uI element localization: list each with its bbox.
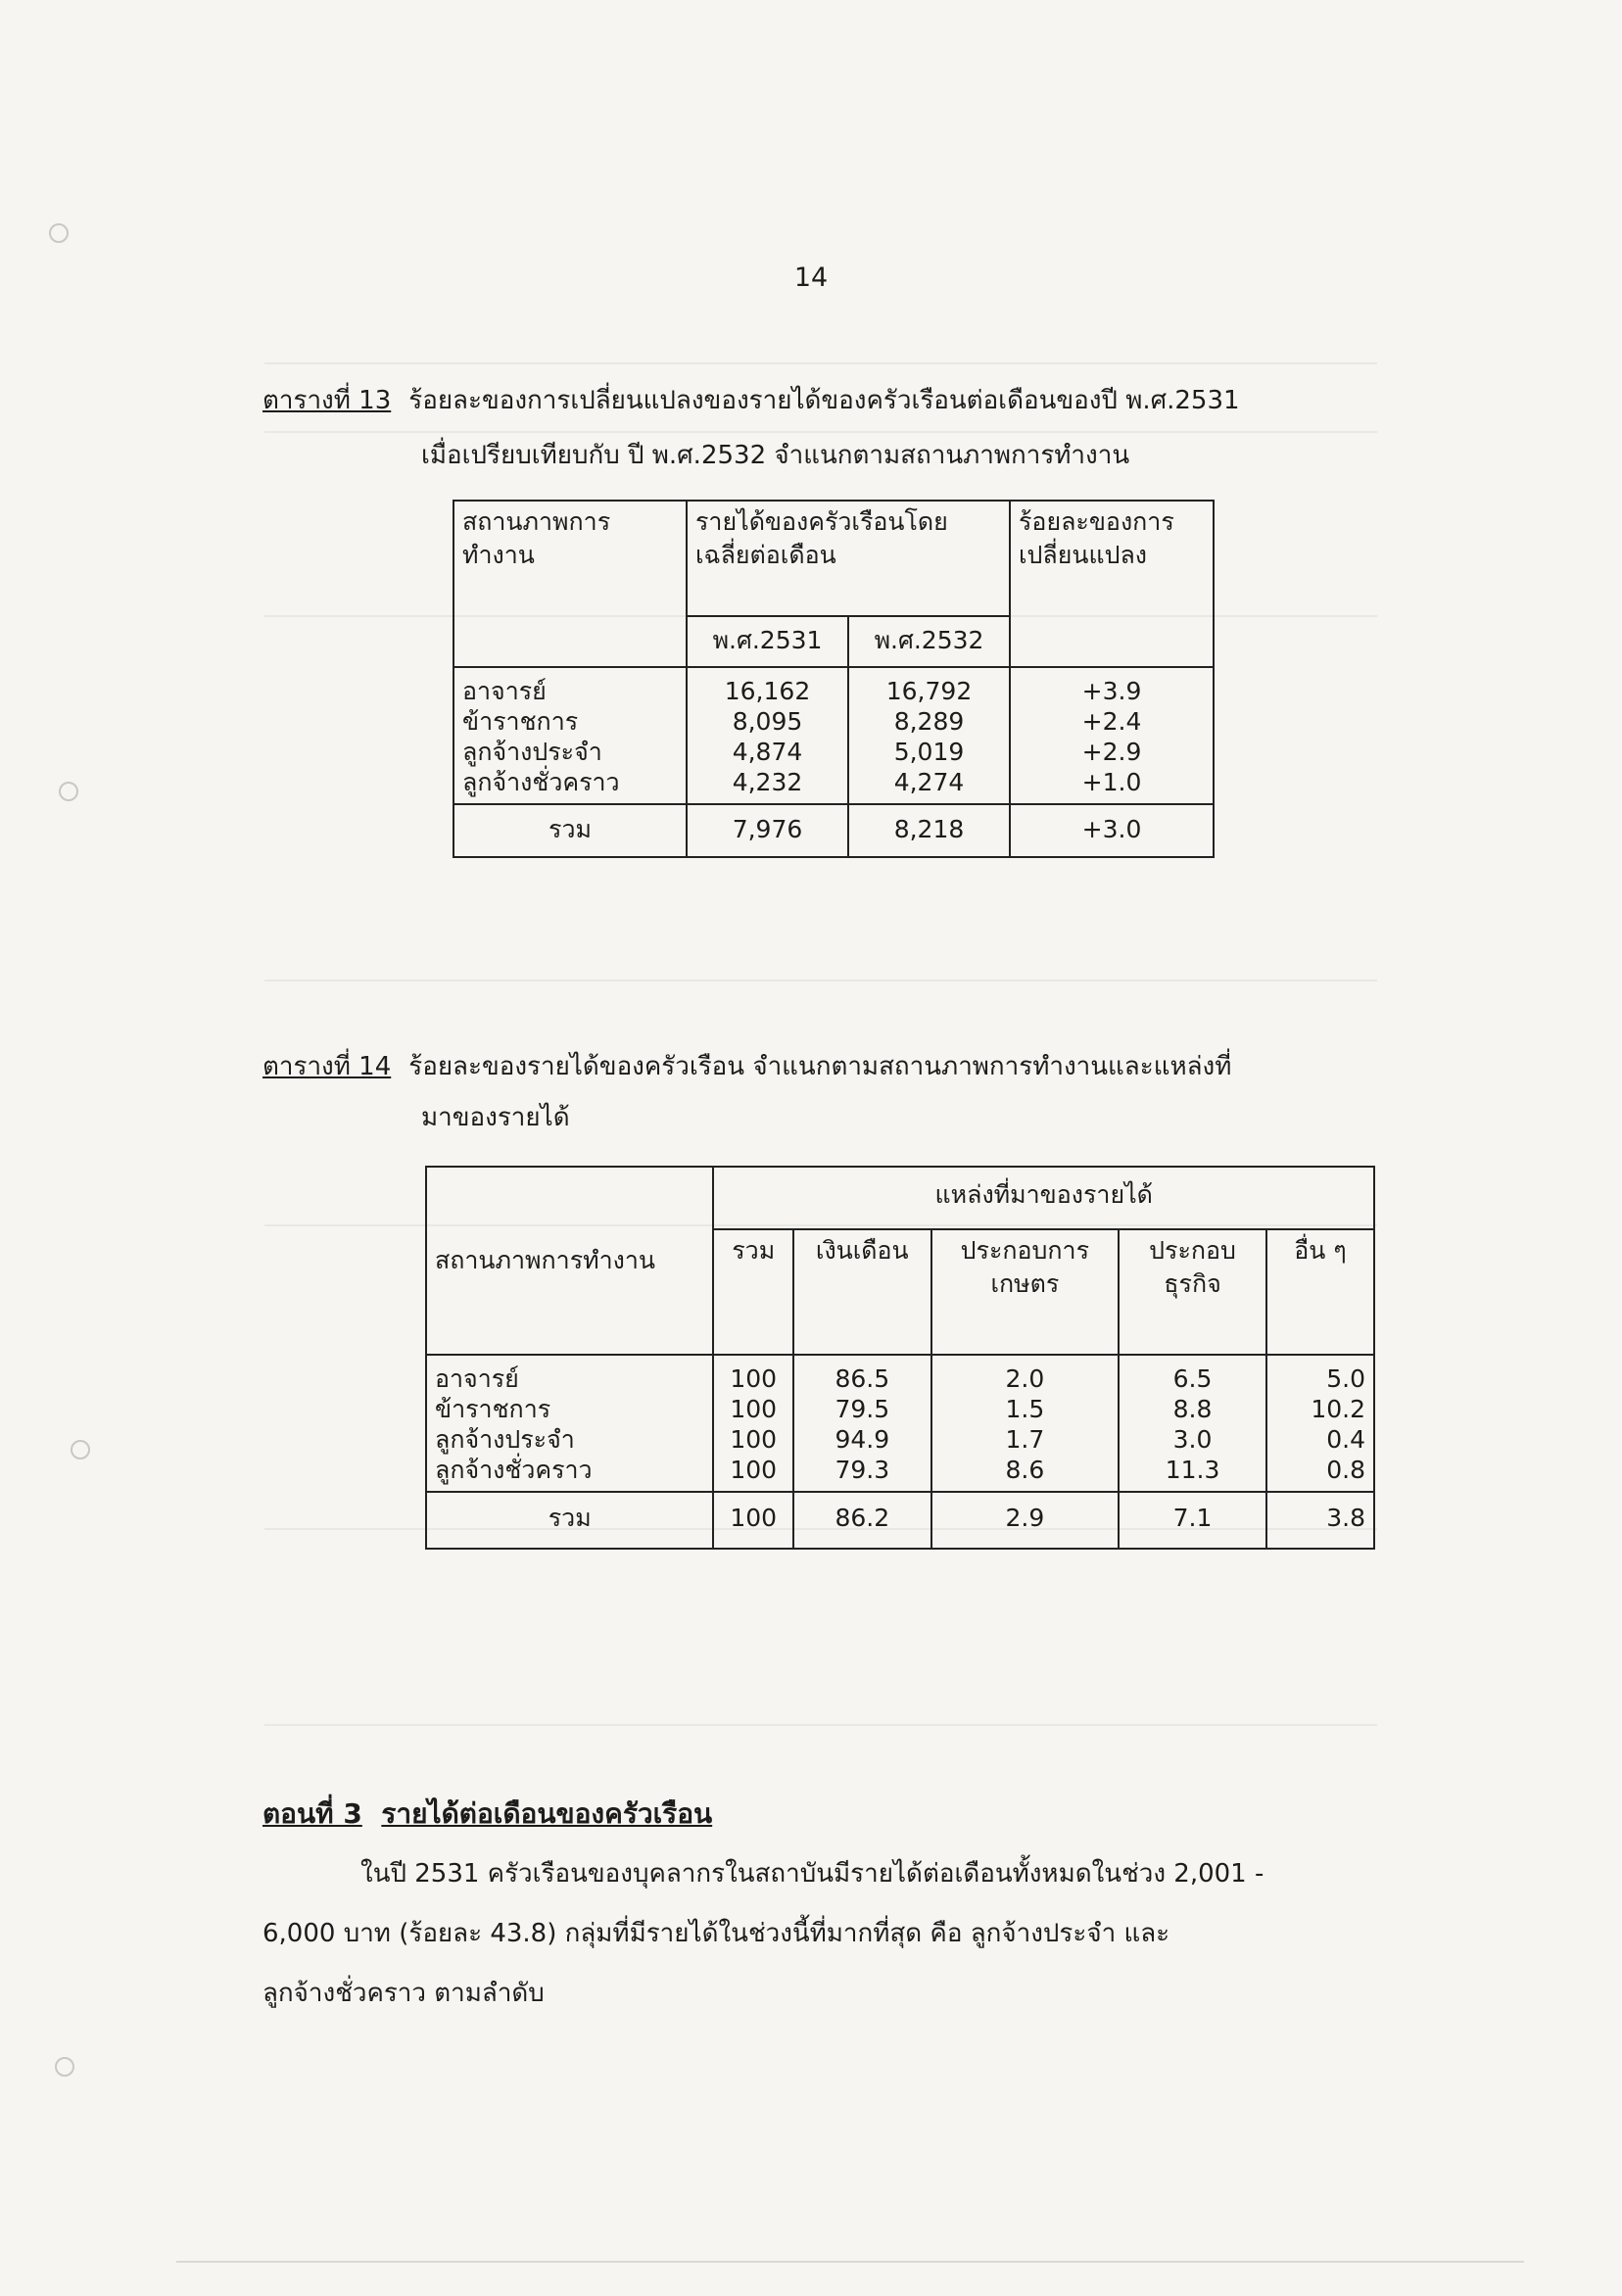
t14-other-column: 5.0 10.2 0.4 0.8 bbox=[1266, 1355, 1374, 1492]
t13-header-income: รายได้ของครัวเรือนโดย เฉลี่ยต่อเดือน bbox=[687, 501, 1010, 616]
page-number: 14 bbox=[793, 263, 829, 293]
t14-header-sources: แหล่งที่มาของรายได้ bbox=[713, 1167, 1374, 1229]
bleed-through-line bbox=[264, 431, 1377, 433]
t13-change-column: +3.9 +2.4 +2.9 +1.0 bbox=[1010, 667, 1214, 804]
t14-total-other: 3.8 bbox=[1266, 1492, 1374, 1549]
table-14 bbox=[425, 1166, 1375, 1550]
t13-header-year1: พ.ศ.2531 bbox=[687, 616, 848, 667]
section-heading bbox=[262, 1793, 712, 1836]
t13-header-change: ร้อยละของการ เปลี่ยนแปลง bbox=[1010, 501, 1214, 667]
bleed-through-line bbox=[264, 1724, 1377, 1726]
section-title-text: รายได้ต่อเดือนของครัวเรือน bbox=[381, 1797, 713, 1830]
table-13-title-line1: ร้อยละของการเปลี่ยนแปลงของรายได้ของครัวเรือนต่อเดือนของปี พ.ศ.2531 bbox=[408, 386, 1240, 415]
t14-header-status: สถานภาพการทำงาน bbox=[426, 1167, 713, 1355]
t14-salary-column: 86.5 79.5 94.9 79.3 bbox=[793, 1355, 931, 1492]
t13-total-label: รวม bbox=[453, 804, 687, 857]
t13-total-year1: 7,976 bbox=[687, 804, 848, 857]
section-number: ตอนที่ 3 bbox=[262, 1797, 362, 1830]
t14-header-business: ประกอบ ธุรกิจ bbox=[1119, 1229, 1266, 1355]
t14-total-business: 7.1 bbox=[1119, 1492, 1266, 1549]
table-13-label: ตารางที่ 13 bbox=[262, 386, 392, 415]
table-13-title-line2: เมื่อเปรียบเทียบกับ ปี พ.ศ.2532 จำแนกตามสถานภาพการทำงาน bbox=[421, 441, 1130, 470]
t14-status-column: อาจารย์ ข้าราชการ ลูกจ้างประจำ ลูกจ้างชั่วคราว bbox=[426, 1355, 713, 1492]
paragraph-line-3: ลูกจ้างชั่วคราว ตามลำดับ bbox=[262, 1979, 545, 2008]
t14-total-salary: 86.2 bbox=[793, 1492, 931, 1549]
table-14-title-line1: ร้อยละของรายได้ของครัวเรือน จำแนกตามสถานภาพการทำงานและแหล่งที่ bbox=[408, 1052, 1232, 1081]
t13-header-status: สถานภาพการ ทำงาน bbox=[453, 501, 687, 667]
table-14-title-line2: มาของรายได้ bbox=[421, 1103, 570, 1132]
t13-status-column: อาจารย์ ข้าราชการ ลูกจ้างประจำ ลูกจ้างชั่วคราว bbox=[453, 667, 687, 804]
t13-total-change: +3.0 bbox=[1010, 804, 1214, 857]
t14-header-salary: เงินเดือน bbox=[793, 1229, 931, 1355]
t13-header-year2: พ.ศ.2532 bbox=[848, 616, 1010, 667]
bleed-through-line bbox=[264, 362, 1377, 364]
t13-year2-column: 16,792 8,289 5,019 4,274 bbox=[848, 667, 1010, 804]
punch-hole-mark bbox=[49, 223, 69, 243]
punch-hole-mark bbox=[55, 2057, 74, 2077]
t14-total-total: 100 bbox=[713, 1492, 793, 1549]
t14-header-total: รวม bbox=[713, 1229, 793, 1355]
t14-header-other: อื่น ๆ bbox=[1266, 1229, 1374, 1355]
table-13 bbox=[453, 500, 1215, 858]
t14-total-agriculture: 2.9 bbox=[931, 1492, 1120, 1549]
t13-total-year2: 8,218 bbox=[848, 804, 1010, 857]
t14-business-column: 6.5 8.8 3.0 11.3 bbox=[1119, 1355, 1266, 1492]
t13-year1-column: 16,162 8,095 4,874 4,232 bbox=[687, 667, 848, 804]
t14-total-label: รวม bbox=[426, 1492, 713, 1549]
punch-hole-mark bbox=[59, 782, 78, 801]
scan-edge-line bbox=[176, 2261, 1524, 2263]
t14-agriculture-column: 2.0 1.5 1.7 8.6 bbox=[931, 1355, 1120, 1492]
table-13-caption bbox=[262, 384, 1240, 417]
table-14-label: ตารางที่ 14 bbox=[262, 1052, 392, 1081]
paragraph-line-2: 6,000 บาท (ร้อยละ 43.8) กลุ่มที่มีรายได้ในช่วงนี้ที่มากที่สุด คือ ลูกจ้างประจำ และ bbox=[262, 1919, 1170, 1948]
punch-hole-mark bbox=[71, 1440, 90, 1459]
table-14-caption bbox=[262, 1050, 1231, 1083]
bleed-through-line bbox=[264, 980, 1377, 981]
paragraph-line-1: ในปี 2531 ครัวเรือนของบุคลากรในสถาบันมีรายได้ต่อเดือนทั้งหมดในช่วง 2,001 - bbox=[360, 1859, 1264, 1889]
t14-header-agriculture: ประกอบการ เกษตร bbox=[931, 1229, 1120, 1355]
t14-total-column: 100 100 100 100 bbox=[713, 1355, 793, 1492]
